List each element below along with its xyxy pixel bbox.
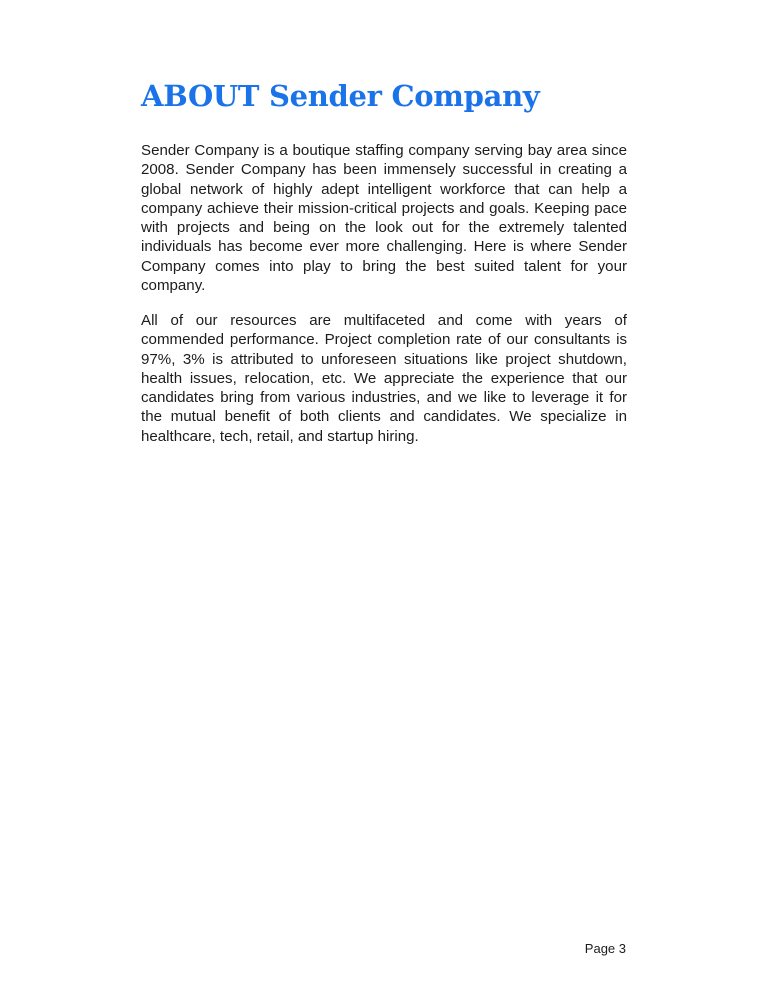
about-paragraph-1: Sender Company is a boutique staffing company serving bay area since 2008. Sender Company has been immensely successful in creating a global network of highly adept intelligent workforce that can help a company achieve their mission-critical projects and goals. Keeping pace with projects and being on the look out for the extremely talented individuals has become ever more challenging. Here is where Sender Company comes into play to bring the best suited talent for your company. xyxy=(141,142,627,295)
about-paragraph-2: All of our resources are multifaceted and come with years of commended performance. Project completion rate of our consultants is 97%, 3% is attributed to unforeseen situations like project shutdown, health issues, relocation, etc. We appreciate the experience that our candidates bring from various industries, and we like to leverage it for the mutual benefit of both clients and candidates. We specialize in healthcare, tech, retail, and startup hiring. xyxy=(141,312,627,445)
page-title: ABOUT Sender Company xyxy=(141,79,540,113)
page-number: Page 3 xyxy=(584,941,626,956)
